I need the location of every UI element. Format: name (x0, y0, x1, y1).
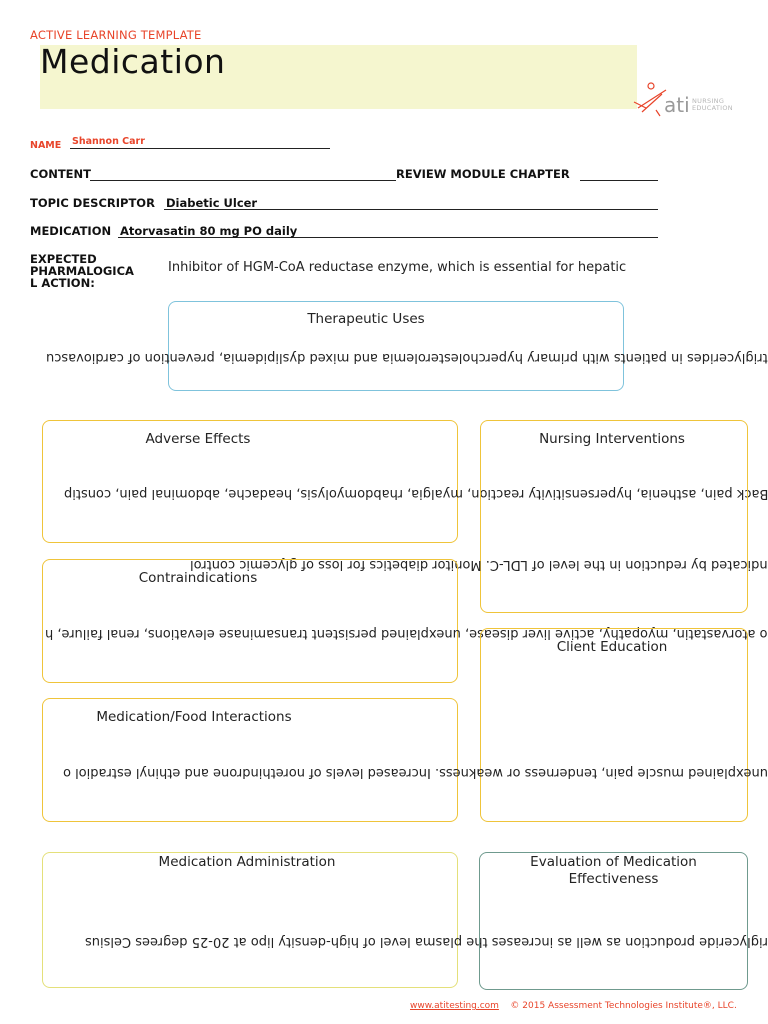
med-administration-title: Medication Administration (158, 854, 336, 870)
template-label: ACTIVE LEARNING TEMPLATE (30, 28, 202, 42)
review-module-label: REVIEW MODULE CHAPTER (396, 167, 570, 181)
adverse-effects-text: Back pain, asthenia, hypersensitivity reaction, myalgia, rhabdomyolysis, headache, abdominal pain, constip (63, 486, 768, 501)
name-field[interactable] (70, 134, 330, 149)
expected-action-label: EXPECTED PHARMALOGICA L ACTION: (30, 252, 134, 290)
med-administration-text: riglyceride production as well as increases the plasma level of high-density lipo at 20-25 degrees Celsius (85, 934, 768, 949)
review-module-field[interactable] (580, 166, 658, 181)
topic-label: TOPIC DESCRIPTOR (30, 196, 155, 210)
footer-copyright: © 2015 Assessment Technologies Institute®, LLC. (510, 1001, 737, 1011)
topic-field[interactable] (164, 195, 658, 210)
med-food-interactions-text: unexplained muscle pain, tenderness or weakness. Increased levels of norethindrone and ethinyl estradiol o (63, 765, 768, 780)
contraindications-text: o atorvastatin, myopathy, active liver disease, unexplained persistent transaminase elevations, renal failure, h (45, 626, 768, 641)
footer-link[interactable]: www.atitesting.com (410, 1001, 499, 1011)
logo-subtitle: NURSING EDUCATION (692, 97, 733, 112)
client-education-title: Client Education (556, 639, 668, 655)
name-row (30, 137, 61, 151)
topic-value: Diabetic Ulcer (166, 196, 258, 210)
ati-logo (632, 80, 752, 122)
name-value: Shannon Carr (72, 136, 145, 147)
name-label: NAME (30, 140, 62, 151)
content-field[interactable] (90, 166, 396, 181)
page-title: Medication (40, 42, 226, 81)
content-label: CONTENT (30, 167, 92, 181)
medication-value: Atorvasatin 80 mg PO daily (120, 224, 298, 238)
med-food-interactions-title: Medication/Food Interactions (96, 709, 292, 725)
nursing-interventions-text: ndicated by reduction in the level of LDL-C. Monitor diabetics for loss of glycemic control (190, 557, 768, 572)
nursing-interventions-title: Nursing Interventions (539, 431, 685, 447)
therapeutic-uses-title: Therapeutic Uses (307, 311, 425, 327)
med-administration-box[interactable] (42, 852, 458, 988)
evaluation-title: Evaluation of Medication Effectiveness (530, 854, 697, 887)
nursing-interventions-box[interactable] (480, 420, 748, 613)
adverse-effects-title: Adverse Effects (145, 431, 251, 447)
medication-field[interactable] (118, 223, 658, 238)
footer (410, 1001, 737, 1011)
contraindications-title: Contraindications (138, 570, 258, 586)
medication-label: MEDICATION (30, 224, 112, 238)
therapeutic-uses-text: triglycerides in patients with primary hypercholesterolemia and mixed dyslipidemia, prevention of cardiovascu (46, 350, 768, 365)
logo-word: ati (664, 93, 690, 117)
client-education-box[interactable] (480, 628, 748, 822)
expected-action-text[interactable]: Inhibitor of HGM-CoA reductase enzyme, which is essential for hepatic (168, 260, 627, 275)
